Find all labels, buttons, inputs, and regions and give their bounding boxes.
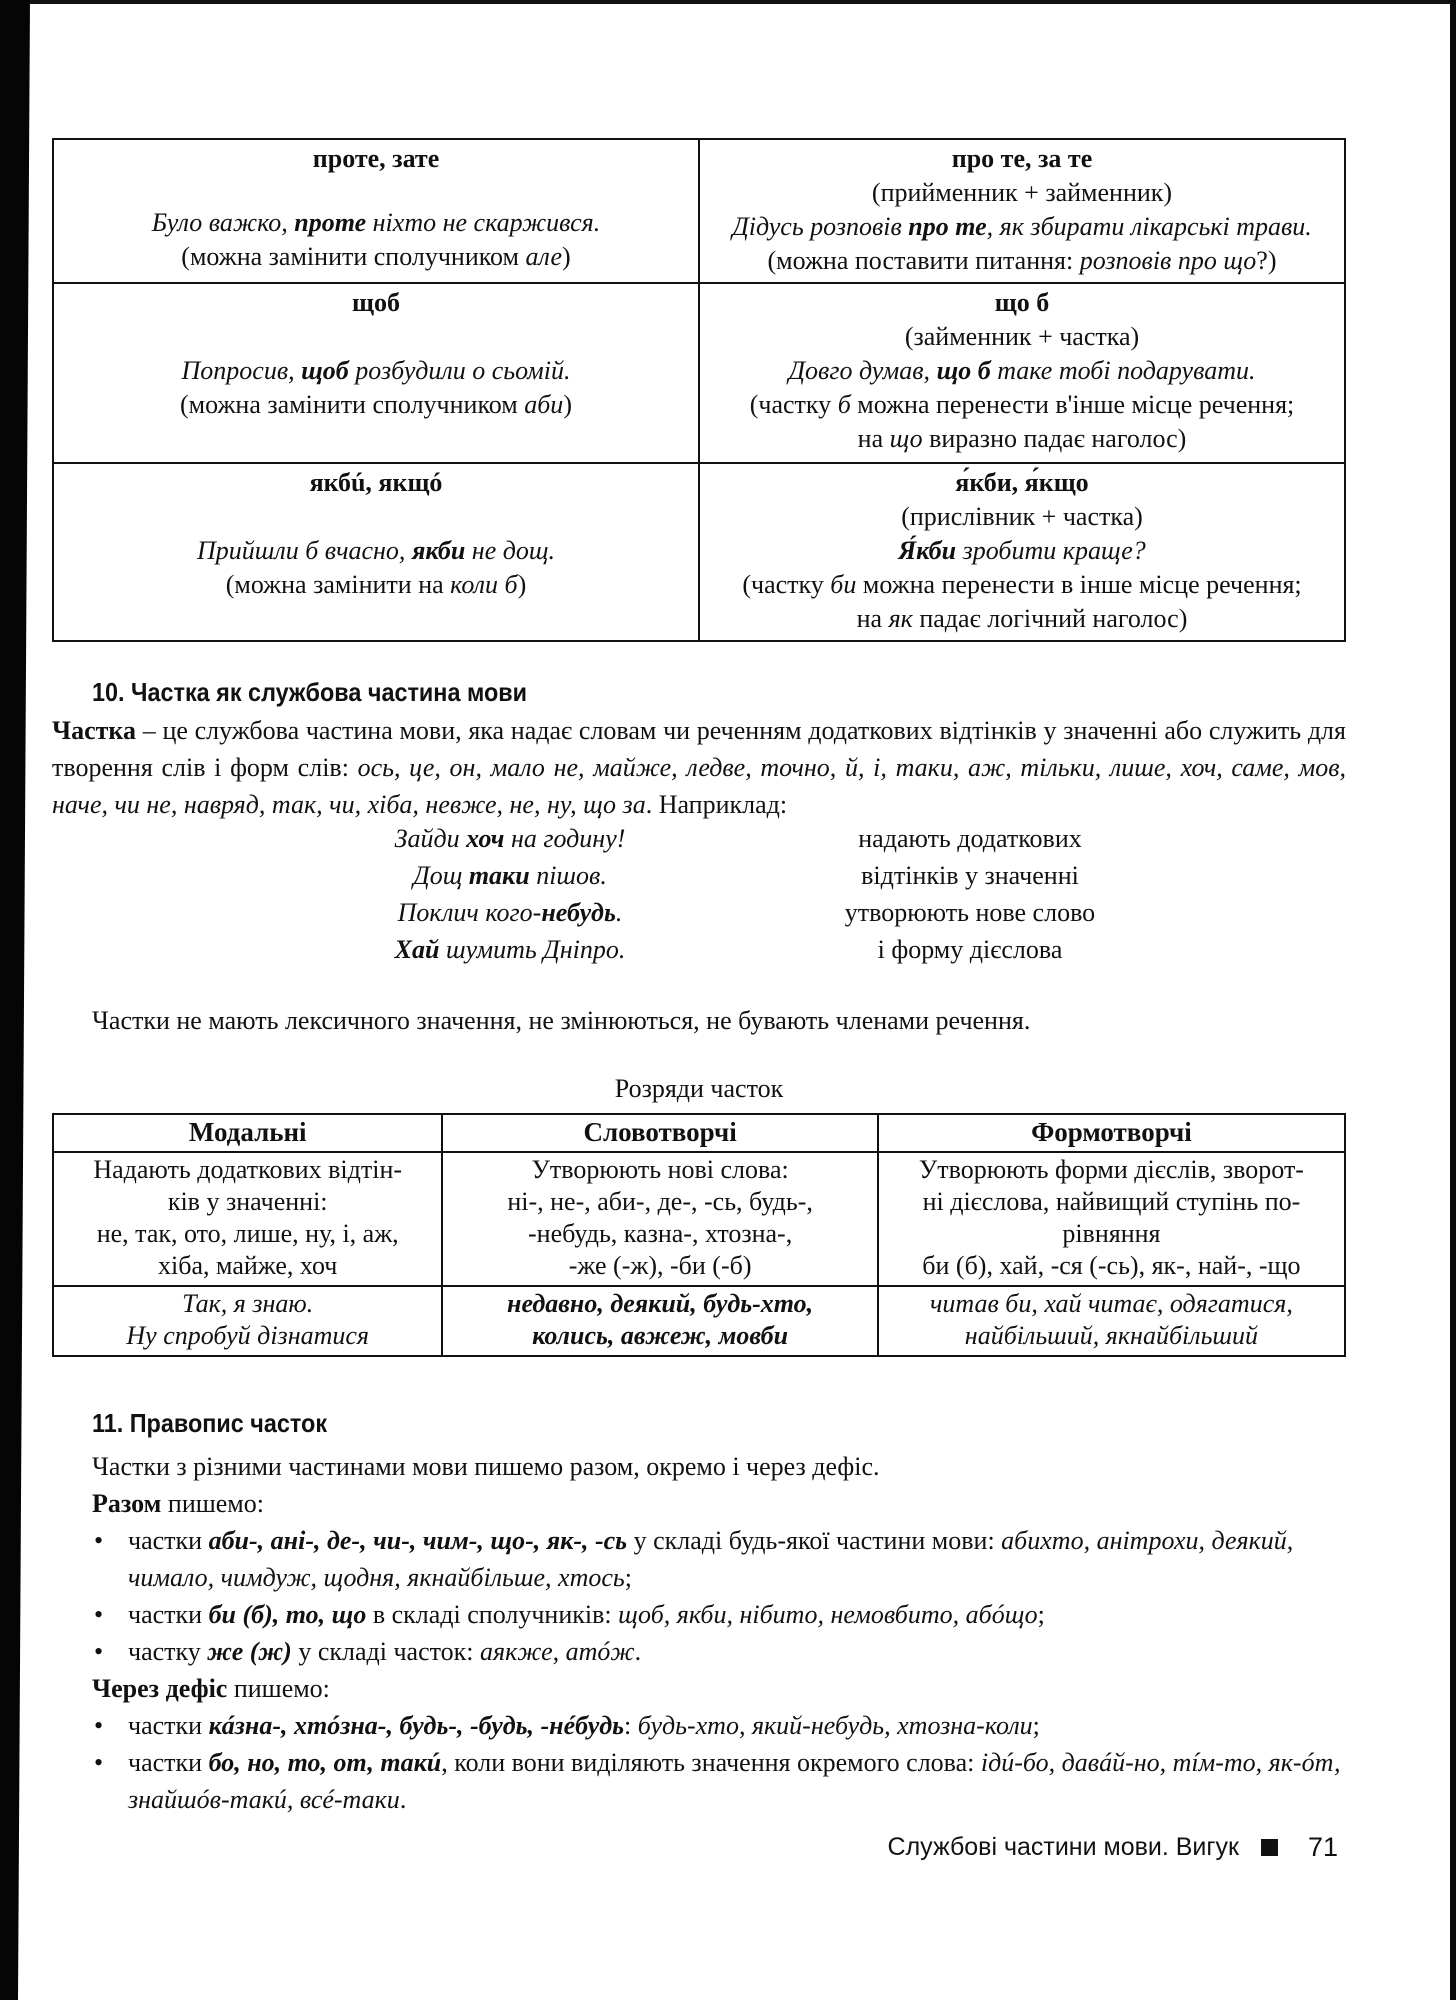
table-cell: Надають додаткових відтін- ків у значенні: не, так, ото, лише, ну, і, аж, хіба, майже, хоч <box>53 1152 442 1286</box>
explanation-line: і форму дієслова <box>877 935 1063 964</box>
column-header: Модальні <box>53 1114 442 1152</box>
example-sentence: Прийшли б вчасно, якби не дощ. <box>196 536 556 565</box>
table-caption: Розряди часток <box>614 1074 784 1103</box>
page-footer <box>888 1832 1338 1863</box>
table-row <box>53 1152 1345 1286</box>
particle-categories-table <box>52 1113 1346 1357</box>
running-title: Службові частини мови. Вигук <box>887 1833 1239 1861</box>
hyphen-list <box>92 1707 1346 1818</box>
note-paragraph: Частки не мають лексичного значення, не змінюються, не бувають членами речення. <box>92 1006 1031 1035</box>
together-list <box>92 1522 1346 1670</box>
table-row <box>53 1286 1345 1356</box>
example-sentence: Було важко, проте ніхто не скаржився. <box>151 208 601 237</box>
page-number: 71 <box>1307 1832 1338 1862</box>
list-item: • частки би (б), то, що в складі сполучників: щоб, якби, нібито, немовбито, абóщо; <box>94 1600 1045 1629</box>
section-heading: 10. Частка як службова частина мови <box>92 677 528 707</box>
subheading-hyphen: Через дефіс пишемо: <box>92 1674 330 1703</box>
square-bullet-icon <box>1261 1839 1278 1856</box>
scan-edge-right <box>1450 0 1456 2000</box>
cell-note: (частку би можна перенести в інше місце речення; <box>742 570 1302 599</box>
list-item: • частку же (ж) у складі часток: аякже, атóж. <box>94 1637 642 1666</box>
table-cell <box>699 139 1345 283</box>
explanation-line: утворюють нове слово <box>844 898 1096 927</box>
scan-edge-top <box>0 0 1456 4</box>
example-line: Зайди хоч на годину! <box>394 824 626 853</box>
column-header: Формотворчі <box>878 1114 1345 1152</box>
example-line: Хай шумить Дніпро. <box>394 935 626 964</box>
table-cell: Так, я знаю. Ну спробуй дізнатися <box>53 1286 442 1356</box>
cell-heading: якбú, якщó <box>309 468 443 497</box>
list-item: • частки кáзна-, хтóзна-, будь-, -будь, -нéбудь: будь-хто, який-небудь, хтозна-коли; <box>94 1711 1040 1740</box>
table-row <box>53 139 1345 283</box>
scan-edge-left <box>0 0 30 2000</box>
cell-heading: проте, зате <box>312 144 440 173</box>
table-row <box>53 463 1345 641</box>
cell-note: (можна замінити на коли б) <box>225 570 527 599</box>
cell-heading: щоб <box>352 288 400 317</box>
example-sentence: Дідусь розповів про те, як збирати лікарські трави. <box>732 212 1312 241</box>
table-cell <box>699 283 1345 463</box>
cell-note: на як падає логічний наголос) <box>856 604 1188 633</box>
definition-paragraph: Частка – це службова частина мови, яка надає словам чи реченням додаткових відтінків у значенні або служить для творення слів і форм слів: ось, це, он, мало не, майже, ледве, точно, й, і, таки, аж, тільки, лише, хоч, саме, мов, наче, чи не, навряд, так, чи, хіба, невже, не, ну, що за. Наприклад: <box>52 716 1346 819</box>
table-cell <box>53 139 699 283</box>
table-cell: недавно, деякий, будь-хто, колись, авжеж, мовби <box>442 1286 877 1356</box>
cell-heading: що б <box>994 288 1050 317</box>
example-line: Дощ таки пішов. <box>413 861 607 890</box>
example-sentence: Попросив, щоб розбудили о сьомій. <box>181 356 571 385</box>
cell-note: (можна поставити питання: розповів про що?) <box>767 246 1277 275</box>
explanation-line: відтінків у значенні <box>861 861 1079 890</box>
table-header-row <box>53 1114 1345 1152</box>
comparison-table <box>52 138 1346 642</box>
cell-note: (частку б можна перенести в'інше місце речення; <box>749 390 1295 419</box>
table-cell <box>53 463 699 641</box>
cell-subtitle: (прислівник + частка) <box>901 502 1143 531</box>
example-sentence: Довго думав, що б таке тобі подарувати. <box>788 356 1256 385</box>
list-item: • частки бо, но, то, от, такú, коли вони виділяють значення окремого слова: ідú-бо, давáй-но, тíм-то, як-óт, знайшóв-такú, всé-таки. <box>94 1748 1341 1814</box>
cell-note: (можна замінити сполучником але) <box>181 242 571 271</box>
table-cell <box>699 463 1345 641</box>
cell-subtitle: (прийменник + займенник) <box>871 178 1173 207</box>
column-header: Словотворчі <box>442 1114 877 1152</box>
example-sentence: Я́кби зробити краще? <box>898 536 1146 565</box>
table-cell: читав би, хай читає, одягатися, найбільший, якнайбільший <box>878 1286 1345 1356</box>
intro-paragraph: Частки з різними частинами мови пишемо разом, окремо і через дефіс. <box>92 1452 880 1481</box>
table-cell: Утворюють форми дієслів, зворот- ні дієслова, найвищий ступінь по- рівняння би (б), хай, -ся (-сь), як-, най-, -що <box>878 1152 1345 1286</box>
cell-heading: про те, за те <box>951 144 1093 173</box>
table-row <box>53 283 1345 463</box>
section-heading: 11. Правопис часток <box>92 1408 328 1438</box>
subheading-together: Разом пишемо: <box>92 1489 264 1518</box>
cell-note: на що виразно падає наголос) <box>857 424 1187 453</box>
cell-heading: я́кби, я́кщо <box>955 468 1089 497</box>
list-item: • частки аби-, ані-, де-, чи-, чим-, що-, як-, -сь у складі будь-якої частини мови: абихто, анітрохи, деякий, чимало, чимдуж, щодня, якнайбільше, хтось; <box>94 1526 1294 1592</box>
table-cell <box>53 283 699 463</box>
cell-subtitle: (займенник + частка) <box>904 322 1140 351</box>
cell-note: (можна замінити сполучником аби) <box>180 390 572 419</box>
table-cell: Утворюють нові слова: ні-, не-, аби-, де-, -сь, будь-, -небудь, казна-, хтозна-, -же (-ж), -би (-б) <box>442 1152 877 1286</box>
example-line: Поклич кого-небудь. <box>397 898 623 927</box>
explanation-line: надають додаткових <box>858 824 1082 853</box>
